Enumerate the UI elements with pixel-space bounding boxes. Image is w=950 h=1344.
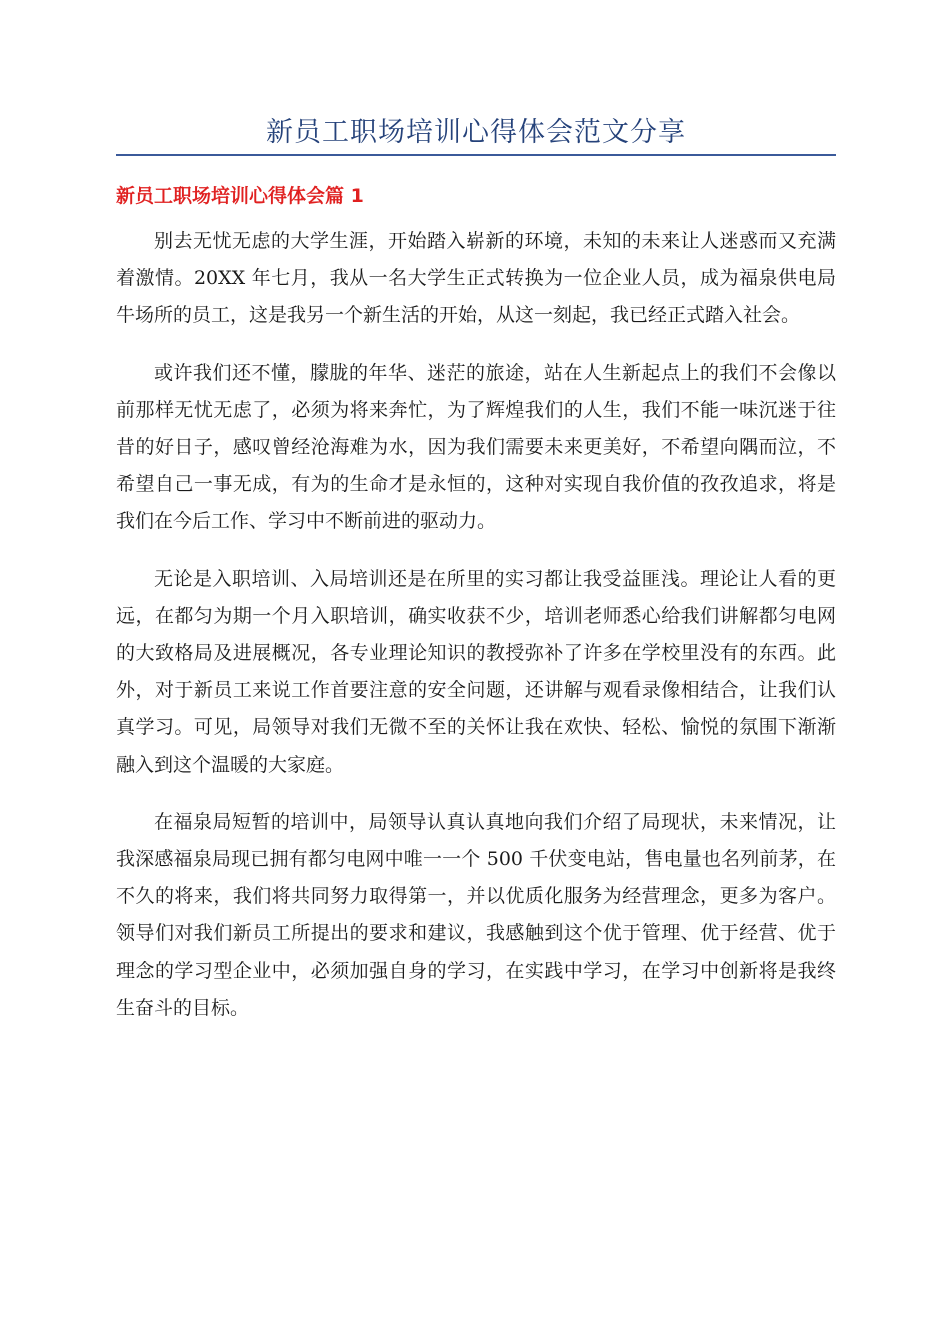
section-heading: 新员工职场培训心得体会篇 1 bbox=[116, 185, 364, 207]
paragraph-3: 无论是入职培训、入局培训还是在所里的实习都让我受益匪浅。理论让人看的更远，在都匀为期一个月入职培训，确实收获不少，培训老师悉心给我们讲解都匀电网的大致格局及进展概况，各专业理论知识的教授弥补了许多在学校里没有的东西。此外，对于新员工来说工作首要注意的安全问题，还讲解与观看录像相结合，让我们认真学习。可见，局领导对我们无微不至的关怀让我在欢快、轻松、愉悦的氛围下渐渐融入到这个温暖的大家庭。 bbox=[116, 567, 836, 776]
title-divider bbox=[116, 154, 836, 156]
paragraph-1: 别去无忧无虑的大学生涯，开始踏入崭新的环境，未知的未来让人迷惑而又充满着激情。20XX 年七月，我从一名大学生正式转换为一位企业人员，成为福泉供电局牛场所的员工，这是我另一个新生活的开始，从这一刻起，我已经正式踏入社会。 bbox=[116, 230, 836, 327]
document-page bbox=[116, 0, 836, 1027]
page-title: 新员工职场培训心得体会范文分享 bbox=[266, 117, 686, 148]
paragraph-4: 在福泉局短暂的培训中，局领导认真认真地向我们介绍了局现状，未来情况，让我深感福泉局现已拥有都匀电网中唯一一个 500 千伏变电站，售电量也名列前茅，在不久的将来，我们将共同努力取得第一，并以优质化服务为经营理念，更多为客户。领导们对我们新员工所提出的要求和建议，我感触到这个优于管理、优于经营、优于理念的学习型企业中，必须加强自身的学习，在实践中学习，在学习中创新将是我终生奋斗的目标。 bbox=[116, 810, 836, 1019]
paragraph-2: 或许我们还不懂，朦胧的年华、迷茫的旅途，站在人生新起点上的我们不会像以前那样无忧无虑了，必须为将来奔忙，为了辉煌我们的人生，我们不能一味沉迷于往昔的好日子，感叹曾经沧海难为水，因为我们需要未来更美好，不希望向隅而泣，不希望自己一事无成，有为的生命才是永恒的，这种对实现自我价值的孜孜追求，将是我们在今后工作、学习中不断前进的驱动力。 bbox=[116, 361, 836, 533]
